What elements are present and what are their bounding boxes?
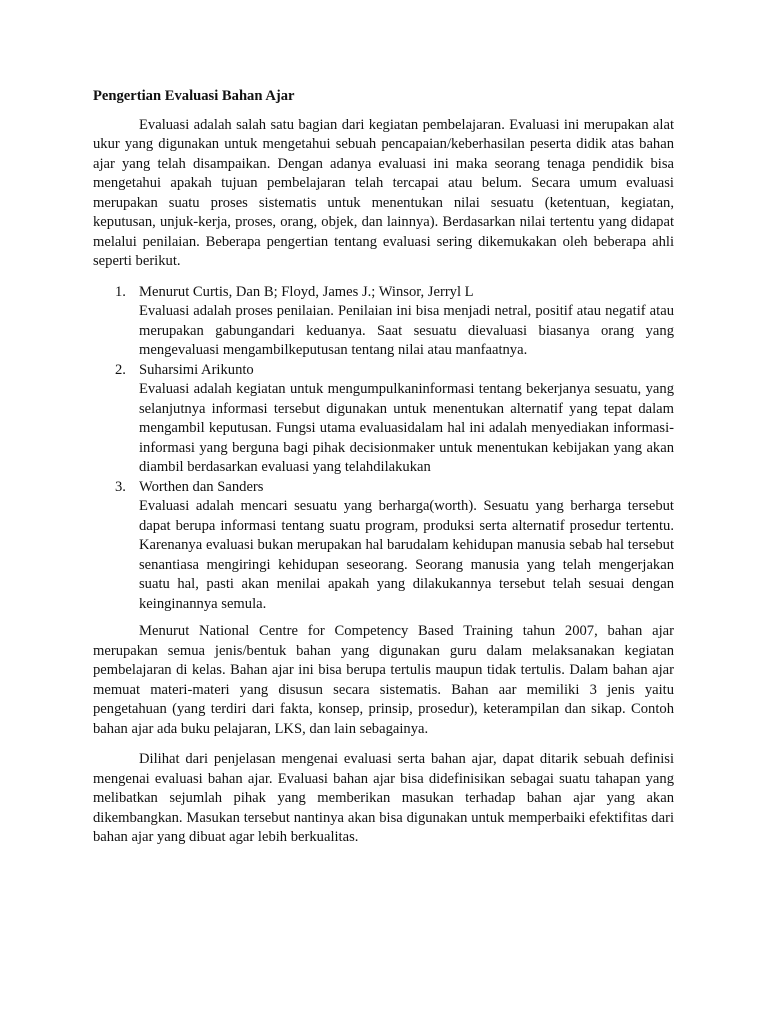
expert-definition: Evaluasi adalah mencari sesuatu yang berharga(worth). Sesuatu yang berharga tersebut dapat berupa informasi tentang suatu program, produksi serta alternatif prosedur tertentu. Karenanya evaluasi bukan merupakan hal barudalam kehidupan manusia sebab hal tersebut senantiasa mengiringi kehidupan seseorang. Seorang manusia yang telah mengerjakan suatu hal, pasti akan menilai apakah yang dilakukannya tersebut telah sesuai dengan keinginannya semula. [139, 498, 674, 612]
expert-name: Menurut Curtis, Dan B; Floyd, James J.; Winsor, Jerryl L [139, 283, 474, 300]
expert-definition: Evaluasi adalah proses penilaian. Penilaian ini bisa menjadi netral, positif atau negatif atau merupakan gabungandari keduanya. Saat sesuatu dievaluasi biasanya orang yang mengevaluasi mengambilkeputusan tentang nilai atau manfaatnya. [139, 303, 674, 358]
list-item [93, 361, 674, 478]
list-number: 3. [115, 478, 126, 495]
expert-list [93, 283, 674, 615]
list-number: 1. [115, 283, 126, 300]
expert-name: Suharsimi Arikunto [139, 361, 254, 378]
document-title: Pengertian Evaluasi Bahan Ajar [93, 88, 295, 104]
conclusion-paragraph: Dilihat dari penjelasan mengenai evaluasi serta bahan ajar, dapat ditarik sebuah definisi mengenai evaluasi bahan ajar. Evaluasi bahan ajar bisa didefinisikan sebagai suatu tahapan yang melibatkan sejumlah pihak yang memberikan masukan terhadap bahan ajar yang akan dikembangkan. Masukan tersebut nantinya akan bisa digunakan untuk memperbaiki efektifitas dari bahan ajar yang dibuat agar lebih berkualitas. [93, 751, 674, 845]
bahan-ajar-paragraph: Menurut National Centre for Competency Based Training tahun 2007, bahan ajar merupakan semua jenis/bentuk bahan yang digunakan guru dalam melaksanakan kegiatan pembelajaran di kelas. Bahan ajar ini bisa berupa tertulis maupun tidak tertulis. Dalam bahan ajar memuat materi-materi yang disusun secara sistematis. Bahan aar memiliki 3 jenis yaitu pengetahuan (yang terdiri dari fakta, konsep, prinsip, prosedur), keterampilan dan sikap. Contoh bahan ajar ada buku pelajaran, LKS, dan lain sebagainya. [93, 623, 674, 737]
document-page [93, 87, 674, 859]
list-item [93, 283, 674, 361]
expert-definition: Evaluasi adalah kegiatan untuk mengumpulkaninformasi tentang bekerjanya sesuatu, yang selanjutnya informasi tersebut digunakan untuk menentukan alternatif yang tepat dalam mengambil keputusan. Fungsi utama evaluasidalam hal ini adalah menyediakan informasi-informasi yang berguna bagi pihak decisionmaker untuk menentukan kebijakan yang akan diambil berdasarkan evaluasi yang telahdilakukan [139, 381, 674, 475]
intro-paragraph: Evaluasi adalah salah satu bagian dari kegiatan pembelajaran. Evaluasi ini merupakan alat ukur yang digunakan untuk mengetahui sebuah pencapaian/keberhasilan peserta didik atas bahan ajar yang telah disampaikan. Dengan adanya evaluasi ini maka seorang tenaga pendidik bisa mengetahui apakah tujuan pembelajaran telah tercapai atau belum. Secara umum evaluasi merupakan suatu proses sistematis untuk menentukan nilai sesuatu (ketentuan, kegiatan, keputusan, unjuk-kerja, proses, orang, objek, dan lainnya). Berdasarkan nilai tertentu yang didapat melalui penilaian. Beberapa pengertian tentang evaluasi sering dikemukakan oleh beberapa ahli seperti berikut. [93, 116, 674, 269]
list-item [93, 478, 674, 615]
expert-name: Worthen dan Sanders [139, 478, 264, 495]
list-number: 2. [115, 361, 126, 378]
